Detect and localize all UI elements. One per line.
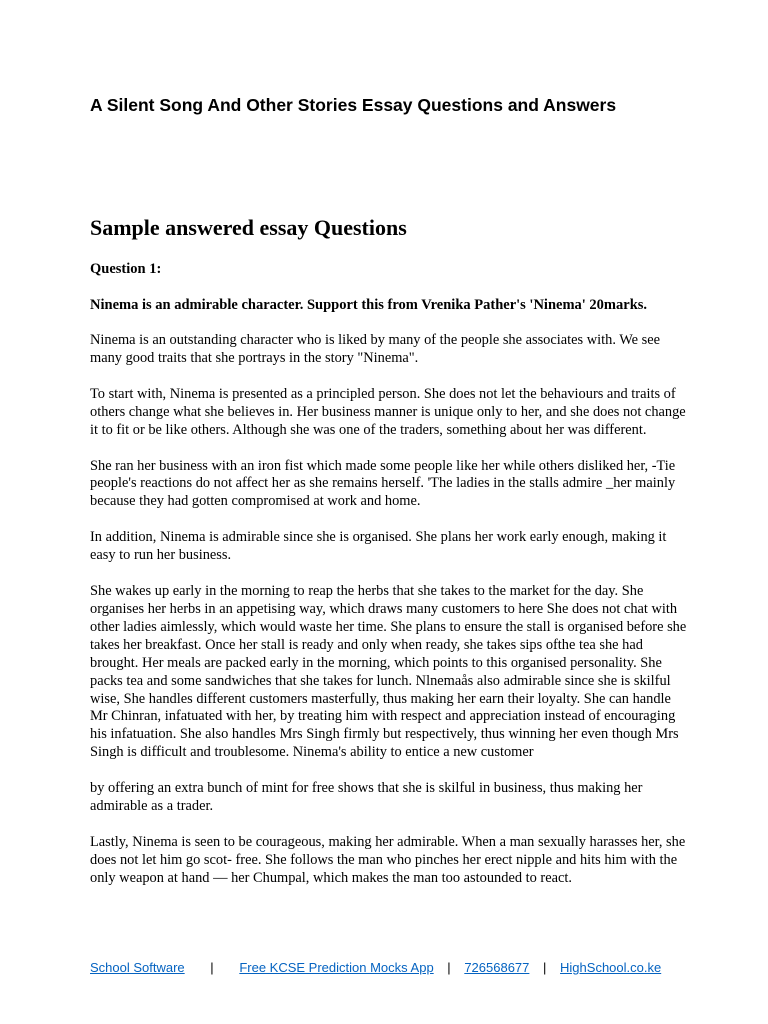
paragraph: In addition, Ninema is admirable since she is organised. She plans her work early enough, making it easy to run her business. [90, 529, 667, 564]
school-software-link[interactable]: School Software [90, 960, 185, 975]
document-title: A Silent Song And Other Stories Essay Questions and Answers [90, 95, 617, 115]
paragraph: She ran her business with an iron fist which made some people like her while others disliked her, -Tie people's reactions do not affect her as she remains herself. 'The ladies in the stalls admire _her mainly because they had gotten compromised at work and home. [90, 457, 676, 510]
phone-number-link[interactable]: 726568677 [464, 960, 530, 975]
footer-separator: | [447, 960, 451, 975]
kcse-mocks-app-link[interactable]: Free KCSE Prediction Mocks App [239, 960, 434, 975]
paragraph: Lastly, Ninema is seen to be courageous, making her admirable. When a man sexually harasses her, she does not let him go scot- free. She follows the man who pinches her erect nipple and hits him with the only weapon at hand — her Chumpal, which makes the man too astounded to react. [90, 833, 686, 886]
footer-links [90, 960, 661, 975]
paragraph: She wakes up early in the morning to reap the herbs that she takes to the market for the day. She organises her herbs in an appetising way, which draws many customers to here She does not chat with other ladies aimlessly, which would waste her time. She plans to ensure the stall is organised before she takes her breakfast. Once her stall is ready and only when ready, she takes sips ofthe tea she had brought. Her meals are packed early in the morning, which points to this organised personality. She packs tea and some sandwiches that she takes for lunch. Nlnemaås also admirable since she is skilful wise, She handles different customers masterfully, thus making her earn their loyalty. She can handle Mr Chinran, infatuated with her, by treating him with respect and appreciation instead of encouraging his infatuation. She also handles Mrs Singh firmly but respectively, thus winning her even though Mrs Singh is difficult and troublesome. Ninema's ability to entice a new customer [90, 583, 687, 761]
question-label: Question 1: [90, 261, 162, 277]
question-text: Ninema is an admirable character. Support this from Vrenika Pather's 'Ninema' 20marks. [90, 297, 648, 313]
highschool-site-link[interactable]: HighSchool.co.ke [560, 960, 662, 975]
footer-separator: | [543, 960, 547, 975]
section-heading: Sample answered essay Questions [90, 215, 407, 240]
paragraph: To start with, Ninema is presented as a principled person. She does not let the behaviours and traits of others change what she believes in. Her business manner is unique only to her, and she does not change it to fit or be like others. Although she was one of the traders, something about her was different. [90, 385, 686, 438]
footer-separator: | [210, 960, 214, 975]
paragraph: by offering an extra bunch of mint for free shows that she is skilful in business, thus making her admirable as a trader. [90, 780, 643, 815]
paragraph: Ninema is an outstanding character who is liked by many of the people she associates with. We see many good traits that she portrays in the story "Ninema". [90, 332, 661, 366]
answer-body [90, 332, 688, 906]
